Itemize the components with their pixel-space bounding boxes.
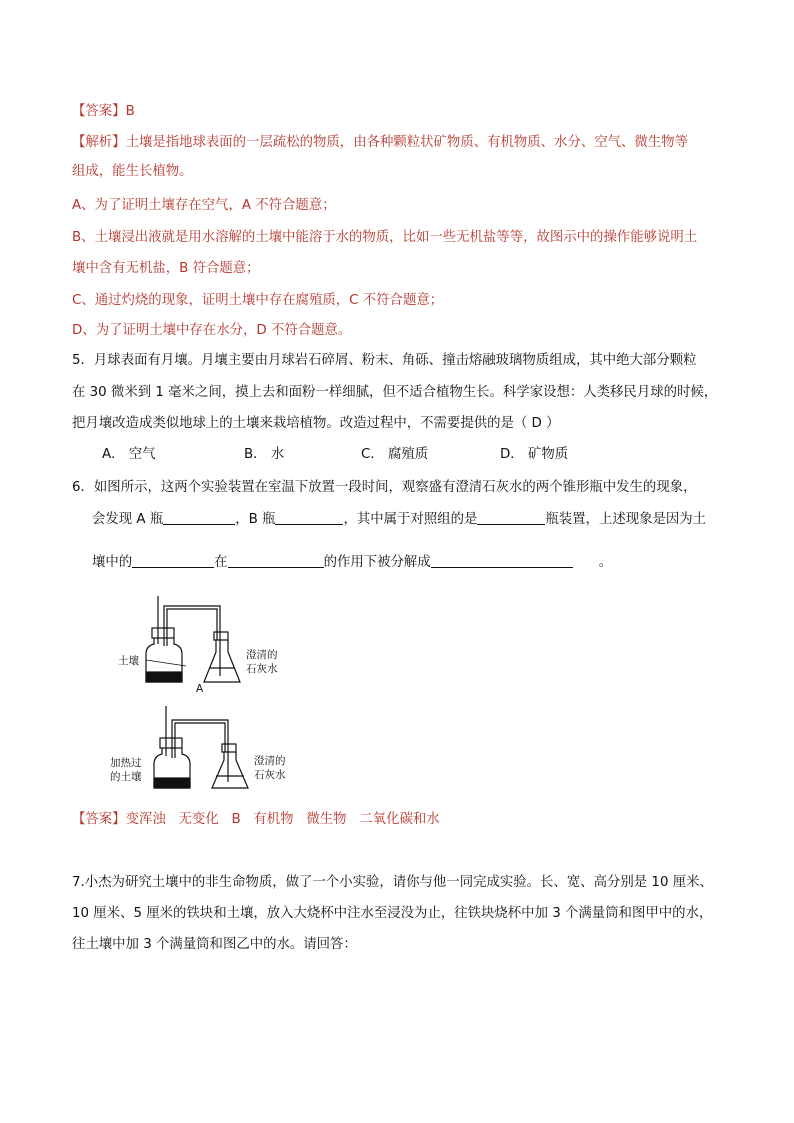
q6-text-b: ，B 瓶	[235, 512, 276, 527]
q7-line3: 往土壤中加 3 个满量筒和图乙中的水。请回答：	[72, 937, 357, 952]
q6-text-c: ，其中属于对照组的是	[343, 512, 478, 527]
q6-text-h: 。	[598, 555, 613, 570]
analysis-option-c: C、通过灼烧的现象，证明土壤中存在腐殖质，C 不符合题意；	[72, 293, 444, 308]
q6-line1: 6．如图所示，这两个实验装置在室温下放置一段时间，观察盛有澄清石灰水的两个锥形瓶中发生的现象，	[72, 480, 697, 495]
answer-line-q6	[72, 810, 440, 830]
setup-b-flask	[212, 752, 248, 788]
limewater-label-a1: 澄清的	[246, 649, 278, 661]
analysis-option-b-line1: B、土壤浸出液就是用水溶解的土壤中能溶于水的物质，比如一些无机盐等等，故图示中的操作能够说明土	[72, 230, 698, 245]
setup-b-heated-soil	[154, 778, 190, 788]
q5-option-d: D． 矿物质	[500, 447, 569, 462]
blank-products	[431, 552, 573, 568]
q6-text-g: 的作用下被分解成	[323, 555, 431, 570]
q6-text-a: 会发现 A 瓶	[92, 512, 164, 527]
analysis-line-2: 组成，能生长植物。	[72, 164, 193, 179]
limewater-label-a2: 石灰水	[246, 663, 278, 675]
q6-text-e: 壤中的	[92, 555, 133, 570]
q5-option-c: C． 腐殖质	[361, 447, 429, 462]
q5-line3: 把月壤改造成类似地球上的土壤来栽培植物。改造过程中，不需要提供的是（ D ）	[72, 416, 560, 431]
setup-a-stopper	[152, 628, 174, 638]
q5-option-a: A． 空气	[102, 447, 156, 462]
q5-line2: 在 30 微米到 1 毫米之间，摸上去和面粉一样细腻，但不适合植物生长。科学家设想：人类移民月球的时候，	[72, 385, 718, 400]
blank-agent	[228, 552, 324, 568]
setup-a-flask	[204, 640, 240, 682]
answer-value: B	[125, 104, 135, 119]
soil-label: 土壤	[118, 655, 139, 667]
answer-line-q4	[72, 102, 135, 122]
answer-value: 变浑浊 无变化 B 有机物 微生物 二氧化碳和水	[125, 812, 440, 827]
setup-a-soil	[146, 672, 182, 682]
setup-b-connecting-tube	[172, 720, 228, 758]
q6-text-f: 在	[214, 555, 228, 570]
analysis-option-b-line2: 壤中含有无机盐，B 符合题意；	[72, 261, 260, 276]
heated-soil-label-2: 的土壤	[110, 771, 142, 783]
heated-soil-label-1: 加热过	[110, 757, 142, 769]
limewater-label-b1: 澄清的	[254, 755, 286, 767]
setup-b	[154, 706, 248, 788]
analysis-option-a: A、为了证明土壤存在空气，A 不符合题意；	[72, 198, 336, 213]
q6-text-d: 瓶装置，上述现象是因为土	[545, 512, 707, 527]
analysis-text: 土壤是指地球表面的一层疏松的物质，由各种颗粒状矿物质、有机物质、水分、空气、微生物等	[125, 135, 688, 150]
analysis-option-d: D、为了证明土壤中存在水分，D 不符合题意。	[72, 323, 352, 338]
blank-a-bottle	[163, 509, 235, 525]
setup-a-label: A	[196, 683, 204, 695]
answer-tag: 【答案】	[72, 104, 126, 119]
analysis-line-1	[72, 133, 688, 153]
setup-a-flask-stopper	[214, 632, 228, 640]
setup-b-flask-stopper	[222, 744, 236, 752]
experiment-figure	[108, 588, 308, 798]
q6-line3	[92, 552, 612, 573]
q5-line1: 5．月球表面有月壤。月壤主要由月球岩石碎屑、粉末、角砾、撞击熔融玻璃物质组成，其中绝大部分颗粒	[72, 353, 697, 368]
answer-tag: 【答案】	[72, 812, 126, 827]
setup-b-stopper	[160, 738, 182, 748]
setup-a	[146, 596, 240, 682]
q7-line2: 10 厘米、5 厘米的铁块和土壤，放入大烧杯中注水至浸没为止，往铁块烧杯中加 3 个满量筒和图甲中的水，	[72, 906, 713, 921]
limewater-label-b2: 石灰水	[254, 769, 286, 781]
blank-substance	[132, 552, 214, 568]
setup-a-connecting-tube	[164, 606, 220, 646]
q7-line1: 7.小杰为研究土壤中的非生命物质，做了一个小实验，请你与他一同完成实验。长、宽、高分别是 10 厘米、	[72, 875, 713, 890]
q6-line2	[92, 509, 706, 530]
blank-b-bottle	[275, 509, 343, 525]
q5-option-b: B． 水	[244, 447, 285, 462]
blank-control-group	[477, 509, 545, 525]
analysis-tag: 【解析】	[72, 135, 126, 150]
